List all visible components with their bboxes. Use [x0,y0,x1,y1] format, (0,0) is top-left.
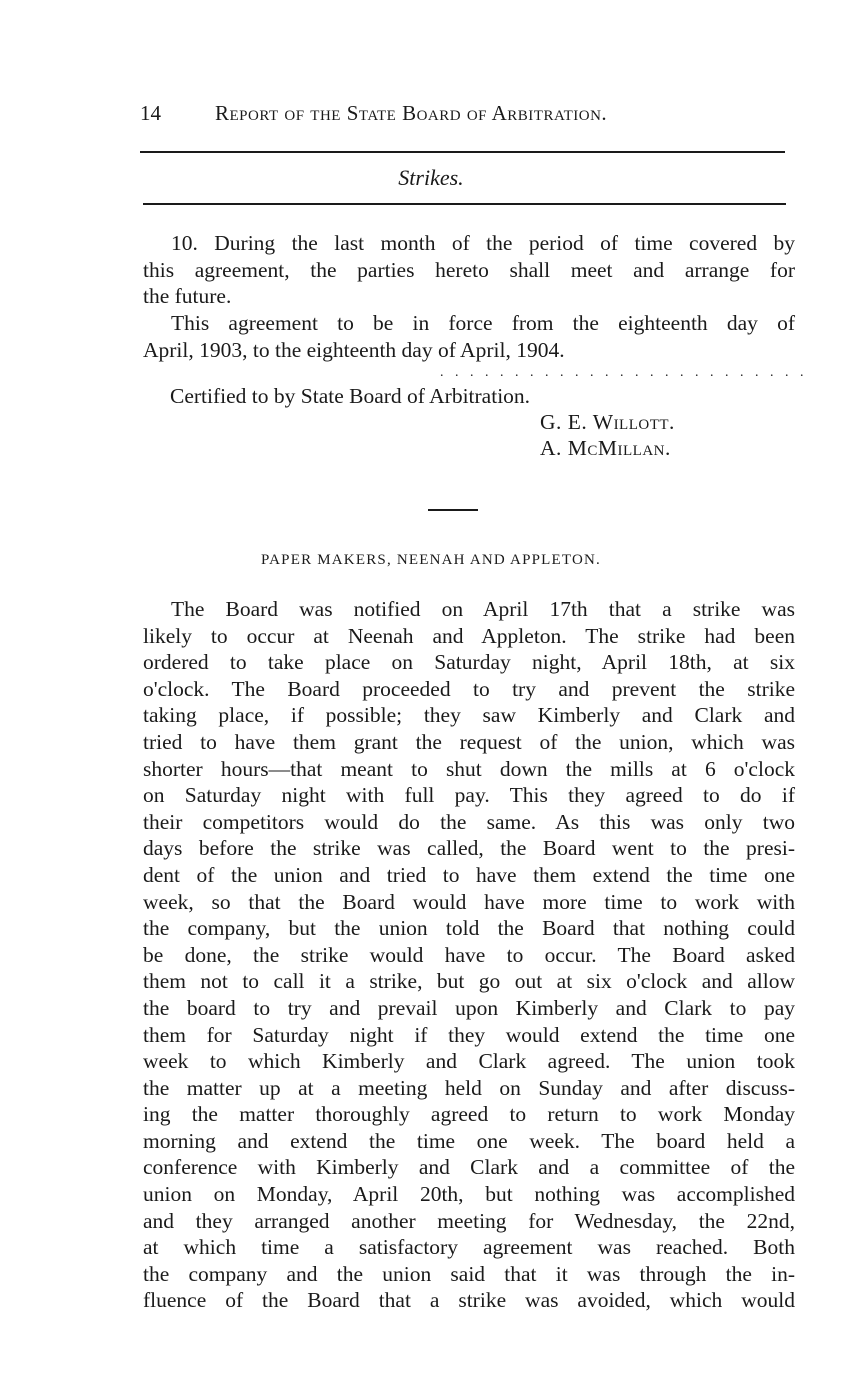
text-line: 10. During the last month of the period of time covered by [171,231,795,255]
text-line: taking place, if possible; they saw Kimberly and Clark and [143,703,795,728]
text-line: morning and extend the time one week. The board held a [143,1128,795,1153]
page-number: 14 [140,101,161,125]
text-line: conference with Kimberly and Clark and a committee of the [143,1155,795,1180]
section-separator [428,509,478,511]
section-label: Strikes. [398,165,464,190]
case-heading: PAPER MAKERS, NEENAH AND APPLETON. [260,552,602,568]
text-line: the company and the union said that it was through the in- [143,1261,795,1286]
text-line: fluence of the Board that a strike was avoided, which would [143,1288,795,1313]
text-line: ing the matter thoroughly agreed to return to work Monday [143,1102,795,1127]
text-line: the matter up at a meeting held on Sunday and after discuss- [143,1075,795,1100]
text-line: likely to occur at Neenah and Appleton. The strike had been [143,623,795,648]
text-line: days before the strike was called, the Board went to the presi- [143,836,795,861]
text-line: and they arranged another meeting for Wednesday, the 22nd, [143,1208,795,1233]
header-rule [140,151,785,153]
text-line: week, so that the Board would have more time to work with [143,889,795,914]
text-line: be done, the strike would have to occur. The Board asked [143,942,795,967]
text-line: The Board was notified on April 17th that a strike was [171,597,795,621]
text-line: at which time a satisfactory agreement was reached. Both [143,1235,795,1260]
text-line: on Saturday night with full pay. This they agreed to do if [143,783,795,808]
text-line: This agreement to be in force from the eighteenth day of [171,311,795,335]
case-body [143,596,795,1314]
signatory-willott: G. E. Willott. [540,410,675,434]
clause-10 [143,230,795,310]
text-line: union on Monday, April 20th, but nothing was accomplished [143,1182,795,1207]
text-line: o'clock. The Board proceeded to try and prevent the strike [143,676,795,701]
signatory-mcmillan: A. McMillan. [540,436,671,460]
text-line: this agreement, the parties hereto shall meet and arrange for [143,257,795,282]
text-line: shorter hours—that meant to shut down the mills at 6 o'clock [143,756,795,781]
text-line: their competitors would do the same. As this was only two [143,809,795,834]
text-line: them not to call it a strike, but go out at six o'clock and allow [143,969,795,994]
text-line: dent of the union and tried to have them extend the time one [143,862,795,887]
running-title: Report of the State Board of Arbitration. [215,101,608,125]
text-line: ordered to take place on Saturday night, April 18th, at six [143,650,795,675]
text-line: the future. [143,284,232,309]
text-line: week to which Kimberly and Clark agreed. The union took [143,1049,795,1074]
section-rule [143,203,786,205]
dotted-line: . . . . . . . . . . . . . . . . . . . . . . . . . [440,365,808,380]
text-line: the board to try and prevail upon Kimberly and Clark to pay [143,995,795,1020]
agreement-term [143,310,795,363]
text-line: them for Saturday night if they would extend the time one [143,1022,795,1047]
text-line: tried to have them grant the request of the union, which was [143,729,795,754]
text-line: the company, but the union told the Board that nothing could [143,916,795,941]
certification-line: Certified to by State Board of Arbitration. [170,384,531,408]
text-line: April, 1903, to the eighteenth day of April, 1904. [143,337,565,362]
